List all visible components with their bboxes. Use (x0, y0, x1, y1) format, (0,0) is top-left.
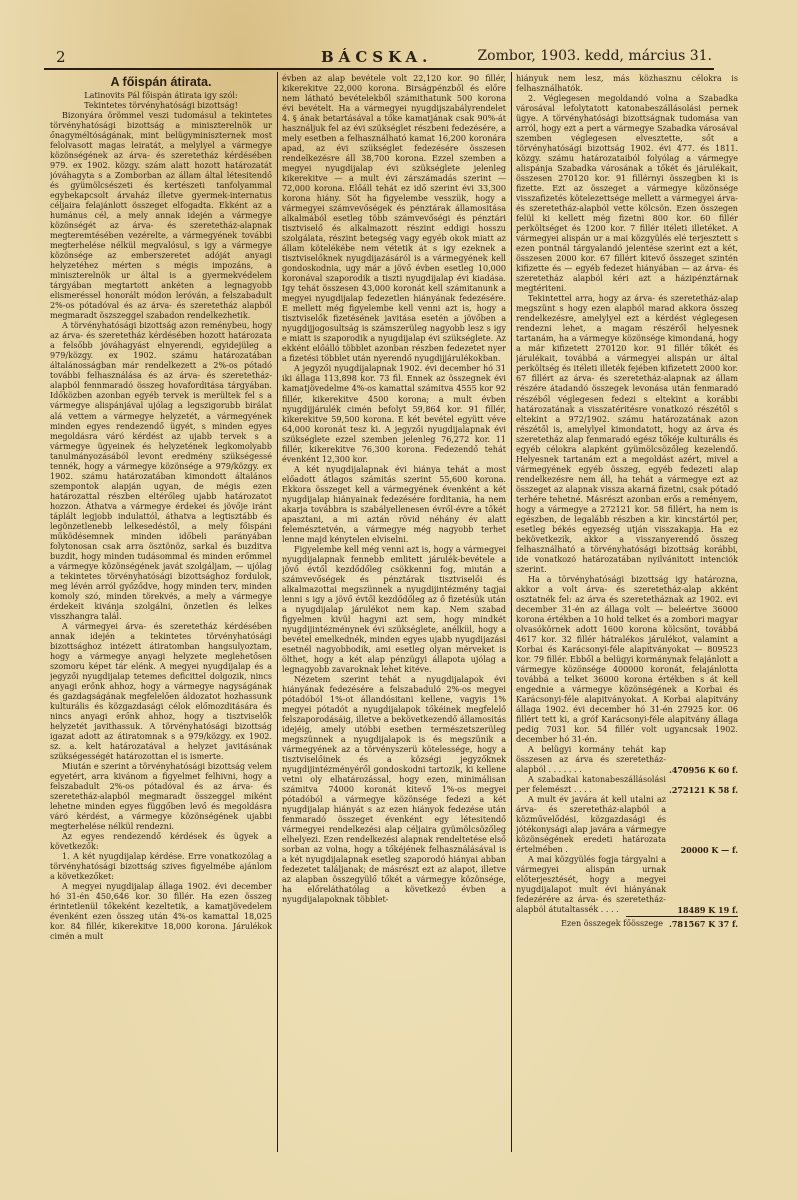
total-amount: .781567 K 37 f. (669, 919, 738, 930)
summary-amount: 20000 K — f. (680, 845, 738, 856)
paragraph: A megyei nyugdijalap állaga 1902. évi december hó 31-én 450,646 kor. 30 fillér. Ha ezen összeg érintetlenül tőkeként kezeltetik, a kamatjövedelem évenként ezen összeg után 4%-os kamattal 18,025 kor. 84 fillér, kikerekitve 18,000 korona. Járulékok cimén a mult (50, 882, 272, 942)
masthead: BÁCSKA. (321, 48, 433, 66)
summary-row (516, 855, 738, 915)
summary-label: A belügyi kormány tehát kap összesen az árva és szeretetház-alapból . . . . . . . (516, 745, 666, 775)
paragraph: Figyelembe kell még venni azt is, hogy a vármegyei nyugdijalapnak fennebb emlitett járulék-bevétele a jövő évtől kezdődőleg csökkenni fog, miután a számvevőségek és pénztárak tisztviselői és alkalmazottai megszünnek a nyugdijintézmény tagjai lenni s igy a jövő évtől kezdődőleg az ő fizetésük után a nyugdijalap járulékot nem kap. Nem szabad figyelmen kivül hagyni azt sem, hogy mindkét nyugdijintézménynek évi szükséglete, anélkül, hogy a bevétel emelkednék, minden egyes ujabb nyugdijazási esetnél nagyobbodik, ami esetleg olyan mérveket is ölthet, hogy a két alap pénzügyi állapota ujólag a legnagyobb zavaroknak lehet kitéve. (282, 544, 506, 674)
summary-row (516, 795, 738, 855)
paragraph: Nézetem szerint tehát a nyugdijalapok évi hiányának fedezésére a felszabaduló 2%-os megyei pótadóból 1%-ot állandósitani kellene, vagyis 1% megyei pótadót a nyugdijalapok tőkéinek megfelelő felszaporodásáig, illetve a bekövetkezendő államositás idejéig, amely utóbbi esetben természetszerüleg megszünnek a nyugdijalapok is és megszünik a vármegyének az a törvényszerü kötelessége, hogy a tisztviselőinek és a községi jegyzőknek nyugdijintézményéről gondoskodni tartozik, ki kellene vetni oly elhatározással, hogy ezen, minimálisan számitva 74000 koronát kitevő 1%-os megyei pótadóból a vármegye közönsége fedezi a két nyugdijalap hiányát s az ezen hiányok fedezése után fenmaradó összeget évenként egy létesitendő vármegyei rendelkezési alap céljaira gyümölcsözőleg elhelyezi. Ezen rendelkezési alapnak rendeltetése első sorban az volna, hogy a tőkéjének felhasználásával is a két nyugdijalapnak esetleg szaporodó hiányai abban fedezetet találjanak; de másrészt ezt az alapot, illetve az alapban összegyülő tőkét a vármegye közönsége, ha előreláthatólag a következő évben a nyugdijalapoknak többlet- (282, 674, 506, 905)
paragraph: Miután e szerint a törvényhatósági bizottság velem egyetért, arra kivánom a figyelmet felhivni, hogy a felszabadult 2%-os pótadóval és az árva- és szeretetház-alapból megmaradt összeggel miként lehetne minden egyes függőben levő és megoldásra váró kérdést, a vármegye közönségének ujabbi megterhelése nélkül rendezni. (50, 762, 272, 832)
paragraph: A vármegyei árva- és szeretetház kérdésében annak idején a tekintetes törvényhatósági bizottsághoz intézett átiratomban hangsulyoztam, hogy a vármegye anyagi helyzete meglehetősen szomoru képet tár elénk. A megyei nyugdijalap és a jegyzői nyugdijalap tetemes deficittel dolgozik, nincs anyagi erőnk ahhoz, hogy a vármegye nagyságának és gazdagságának megfelelően áldozatot hozhassunk kulturális és közgazdasági célok előmozditására és nincs anyagi erőnk ahhoz, hogy a tisztviselők helyzetét javithassuk. A törvényhatósági bizottság igazat adott az átiratomnak s a 979/közgy. ex 1902. sz. a. kelt határozatával a helyzet javitásának szükségességét határozottan el is ismerte. (50, 621, 272, 762)
paragraph: A törvényhatósági bizottság azon reménybeu, hogy az árva- és szeretetház kérdésében hozott határozata a felsőbb jóváhagyást elnyerendi, egyidejüleg a 979/közgy. ex 1902. számu határozatában általánosságban már rendelkezett a 2%-os pótadó további felhasználása és az árva- és szeretetház-alapból fennmaradó összeg hovaforditása tárgyában. Időközben azonban egyéb tervek is merültek fel s a vármegye alispánjával ujólag a legszigorubb birálat alá vettem a vármegye helyzetét, a vármegyének minden egyes rendezendő ügyét, s minden egyes megoldásra váró kérdést az ujabb tervek s a vármegye ügyeinek és helyzetének legkomolyabb tanulmányozásából levont eredmény szükségessé tennék, hogy a vármegye közönsége a 979/közgy. ex 1902. számu határozatában kimondott általános szempontok alapján ugyan, de mégis ezen határozattal részben eltérőleg ujabb határozatot hozzon. Áthatva a vármegye érdekei és jövője iránt táplált legjobb indulattól, áthatva a legtisztább és legönzetlenebb lelkesedéstől, a mely főispáni működésemnek minden időbeli parányában folytonosan csak arra ösztönöz, sarkal és buzditva buzdit, hogy minden tudásommal és minden erőmmel a vármegye közönségének javát szolgáljam, — ujólag a tekintetes törvényhatósági bizottsághoz fordulok, meg lévén arról győződve, hogy minden terv, minden komoly szó, minden törekvés, a mely a vármegye érdekeit kivánja szolgálni, önzetlen és lelkes visszhangra talál. (50, 321, 272, 621)
paragraph: hiányuk nem lesz, más közhasznu célokra is felhasználhatók. (516, 74, 738, 94)
column-3 (516, 74, 738, 1184)
paragraph: A jegyzői nyugdijalapnak 1902. évi december hó 31 iki állaga 113,898 kor. 73 fil. Ennek az összegnek évi kamatjövedelme 4%-os kamattal számitva 4555 kor 92 fillér, kikerekitve 4500 korona; a mult évben nyugdijjárulék cimén befolyt 59,864 kor. 91 fillér, kikerekitve 59,500 korona. E két bevétel együtt véve 64,000 koronát tesz ki. A jegyzői nyugdijalapnak évi szükséglete ezzel szemben jelenleg 76,272 kor. 11 fillér, kikerekitve 76,300 korona. Fedezendő tehát évenként 12,300 kor. (282, 364, 506, 464)
summary-row (516, 745, 738, 775)
summary-label: A mult év javára át kell utalni az árva- és szeretetház-alapból a közművelődési, közgazdasági és jótékonysági alap javára a vármegye közönségének eredeti határozata értelmében . (516, 795, 666, 855)
total-row (516, 919, 738, 929)
paragraph: évben az alap bevétele volt 22,120 kor. 90 fillér, kikerekitve 22,000 korona. Birságpénzből és előre nem látható bevételekből számithatunk 500 korona évi bevételt. Ha a vármegyei nyugdijszabályrendelet 4. § ának betartásával a tőke kamatjának csak 90%-át használjuk fel az évi szükséglet részbeni fedezésére, a mely esetben a felhasználható kamat 16,200 koronára apad, az évi szükséglet fedezésére összesen rendelkezésre áll 38,700 korona. Ezzel szemben a megyei nyugdijalap évi szükséglete jelenleg kikerekitve — a mult évi zárszámadás szerint — 72,000 korona. Előáll tehát ez idő szerint évi 33,300 korona hiány. Söt ha figyelembe vesszük, hogy a vármegyei számvevőségek és pénztárak államositása alkalmából esetleg több számvevőségi és pénztári tisztviselő és alkalmazott részint eddigi hosszu szolgálata, részint betegség vagy egyéb okok miatt az állam kötelékébe nem vétetik át s igy ezeknek a tisztviselőknek nyugdijazásáról is a vármegyének kell gondoskodnia, ugy már a jövő évben esetleg 10,000 koronával szaporodik a tiszti nyugdijalap évi kiadása. Igy tehát összesen 43,000 koronát kell számitanunk a megyei nyugdijalap fedezetlen hiányának fedezésére. E mellett még figyelembe kell venni azt is, hogy a tisztviselők fizetésének javitása esetén a jövőben a nyugdijjogosultság is számszerüleg nagyobb lesz s igy e miatt is szaporodik a nyugdijalap évi szükséglete. Az ekként előálló többlet azonban részben fedezetet nyer a fizetési többlet után nyerendő nyugdijjárulékokban. (282, 74, 506, 364)
page-header (46, 48, 712, 70)
paragraph: Tekintetes törvényhatósági bizottság! (84, 101, 238, 111)
paragraph: A két nyugdijalapnak évi hiánya tehát a most előadott átlagos számitás szerint 55,600 korona. Ekkora összeget kell a vármegyének évenként a két nyugdijalap hiányainak fedezésére forditania, ha nem akarja továbbra is szabályellenesen évről-évre a tőkét apasztani, a mi aztán rövid néhány év alatt felemésztetvén, a vármegye még nagyobb terhet lenne majd kénytelen elviselni. (282, 464, 506, 544)
paragraph: Bizonyára örömmel veszi tudomásul a tekintetes törvényhatósági bizottság a miniszterelnök ur őnagyméltóságának, mint belügyminiszternek most felolvasott magas leiratát, a melylyel a vármegye közönségének az árva- és szeretetház kérdésében 979. ex 1902. közgy. szám alatt hozott határozatát jóváhagyta s a Zomborban az állam által létesitendő és gyümölcsészeti és kertészeti tanfolyammal egybekapcsolt árvaház illetve gyermek-internatus céljaira felajánlott összeget elfogadta. Ekként az a humánus cél, a mely annak idején a vármegye közönségét az árva- és szeretetház-alapnak megteremtésében vezérelte, a vármegyének további megterhelése nélkül megvalósul, s igy a vármegye közönsége az emberszeretet adóját anyagi helyzetéhez mérten s mégis impozáns, a miniszterelnök ur által is a gyermekvédelem tárgyában megtartott ankéten a legnagyobb elismeréssel honorált módon leróván, a felszabadult 2%-os pótadóval és az árva- és szeretetház alapból megmaradt öszszeggel szabadon rendelkezhetik. (50, 111, 272, 321)
paragraph: Az egyes rendezendő kérdések és ügyek a következők: (50, 832, 272, 852)
summary-amount: .272121 K 58 f. (669, 785, 738, 796)
dateline: Zombor, 1903. kedd, március 31. (477, 48, 712, 64)
column-divider (277, 72, 278, 1152)
paragraph: Latinovits Pál főispán átirata igy szól: (84, 91, 238, 100)
column-divider (511, 72, 512, 1152)
paragraph: 1. A két nyugdijalap kérdése. Erre vonatkozólag a törvényhatósági bizottság szives figyelmébe ajánlom a következőket: (50, 852, 272, 882)
column-2 (282, 74, 506, 1184)
paragraph: Tekintettel arra, hogy az árva- és szeretetház-alap megszünt s hogy ezen alapból marad akkora összeg rendelkezésre, amelylyel ezt a kérdést véglegesen rendezni lehet, a magam részéről helyesnek tartanám, ha a vármegye közönsége kimondaná, hogy a már kifizetett 270120 kor. 91 fillér tőkét és járulékait, továbbá a vármegyei alispán ur által perköltség és itéleti illeték fejében kifizetett 2000 kor. 67 fillért az árva- és szeretetház-alapnak az állam részére átadandó összegek levonása után fenmaradó részéből véglegesen fedezi s eltekint a korábbi határozatának a visszatéritésre vonatkozó részétől s eltekint a 972/1902. számu határozatának azon részétől is, amelylyel kimondatott, hogy az árva és szeretetház alap fenmaradó egész tőkéje kulturális és egyéb célokra alapként gyümölcsözőleg kezelendő. Helyesnek tartanám ezt a megoldást azért, mivel a vármegyének egyéb összeg, egyéb fedezeti alap rendelkezésre nem áll, ha tehát a vármegye ezt az összeget az alapnak vissza akarná fizetni, csak pótadó terhére tehetné. Másrészt azonban erős a reményem, hogy a vármegye a 272121 kor. 58 fillért, ha nem is egészben, de legalább részben a kir. kincstártól per, esetleg békés egyezség utján visszakapja. Ha ez bekövetkezik, akkor a visszanyerendő összeg felhasználható a törvényhatósági bizottság korábbi, ide vonatkozó határozatában nyilvánitott intenciók szerint. (516, 294, 738, 574)
summary-row (516, 775, 738, 795)
total-label: Ezen összegek főösszege (561, 919, 664, 929)
page-number: 2 (56, 48, 66, 66)
summary-amount: .470956 K 60 f. (669, 765, 738, 776)
paragraph: Ha a törvényhatósági bizottság igy határozna, akkor a volt árva- és szeretetház-alap akként osztatnék fel: az árva és szeretetháznak az 1902. evi december 31-én az állaga volt — beleértve 36000 korona értékben a 10 hold telket és a zombori magyar olvasókörnek adott 1600 korona kölcsönt, továbbá 4617 kor. 32 fillér hátralékos járulékot, valamint a Korbai és Karácsonyi-féle alapitványokat — 809523 kor. 79 fillér. Ebből a belügyi kormánynak felajánlott a vármegye közönsége 400000 koronát, felajánlotta továbbá a telket 36000 korona értékben s át kell engednie a vármegye közönségének a Korbai és Karácsonyi-féle alapitványokat. A Korbai alapitvány állaga 1902. évi december hó 31-én 27925 kor. 06 fillért tett ki, a gróf Karácsonyi-féle alapitvány állaga pedig 7031 kor. 54 fillér volt ugyancsak 1902. december hó 31-én. (516, 574, 738, 745)
summary-label: A mai közgyülés fogja tárgyalni a vármegyei alispán urnak előterjesztését, hogy a megyei nyugdijalapot mult évi hiányának fedezérére az árva- és szeretetház-alapból átutaltassék . . . . (516, 855, 666, 915)
header-rule (44, 68, 714, 70)
summary-amount: 18489 K 19 f. (677, 905, 738, 916)
column-1 (50, 74, 272, 1184)
sum-rule (626, 916, 738, 917)
paragraph: 2. Véglegesen megoldandó volna a Szabadka városával lefolytatott katonabeszállásolási pernek ügye. A törvényhatósági bizottságnak tudomása van arról, hogy ezt a pert a vármegye Szabadka városával szemben véglegesen elvesztette, sőt a törvényhatósági bizottság 1902. évi 477. és 1811. közgy. számu határozataiból folyólag a vármegye alispánja Szabadka városának a tőkét és járulékait, összesen 270120 kor. 91 fillérnyi összegben ki is fizette. Ezt az összeget a vármegye közönsége visszafizetés kötelezettsége mellett a vármegyei árva- és szeretetház-alapból vette kölcsön. Ezen összegen felül ki kellett még fizetni 800 kor. 60 fillér perköltséget és 1200 kor. 7 fillér itéleti illetéket. A vármegyei alispán ur a mai közgyülés elé terjesztett s ezen pontnál tárgyalandó jelentése szerint ezt a két, összesen 2000 kor. 67 fillért kitevő összeget szintén kifizette és — egyéb fedezet hiányában — az árva- és szeretetház alapból kéri azt a házipénztárnak megtériteni. (516, 94, 738, 294)
summary-label: A szabadkai katonabeszállásolási per felemészt . . . . (516, 775, 666, 795)
article-title: A főispán átirata. (110, 75, 212, 89)
